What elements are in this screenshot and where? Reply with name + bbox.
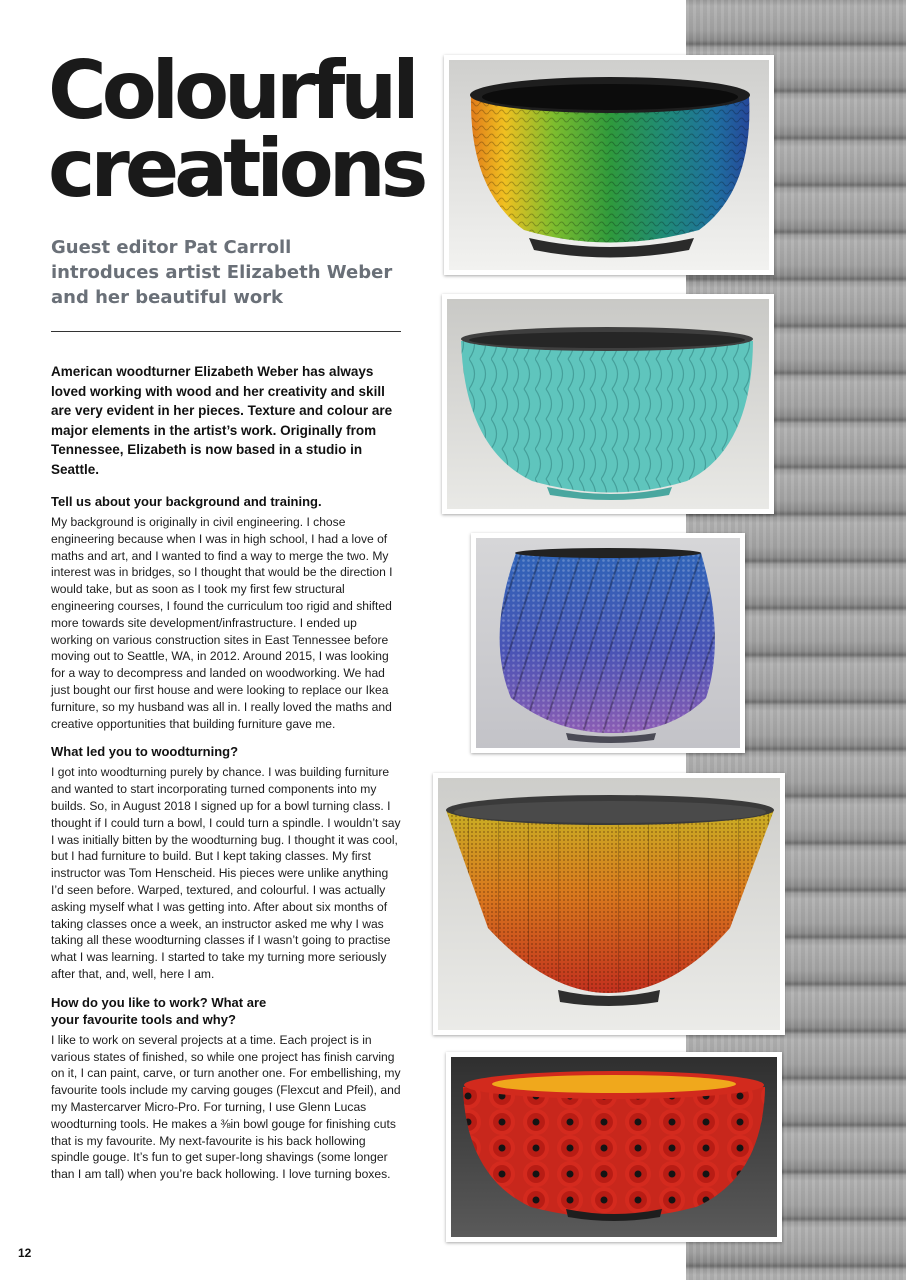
question-tools <box>51 994 401 1028</box>
photo-rainbow-bowl <box>444 55 774 275</box>
page-number: 12 <box>18 1246 32 1260</box>
intro-paragraph: American woodturner Elizabeth Weber has always loved working with wood and her creativity and skill are very evident in her pieces. Texture and colour are major elements in the artist’s work. Originally from Tennessee, Elizabeth is now based in a studio in Seattle. <box>51 364 393 477</box>
question-woodturning: What led you to woodturning? <box>51 744 239 760</box>
rainbow-bowl-image <box>449 60 769 270</box>
answer-tools: I like to work on several projects at a time. Each project is in various states of finished, so while one project has finish carving on it, I can paint, carve, or turn another one. For embellishing, my favourite tools include my carving gouges (Flexcut and Pfeil), and my Mastercarver Micro-Pro. For turning, I use Glenn Lucas woodturning tools. He makes a ⅜in bowl gouge for finishing cuts that is my favourite. My next-favourite is his back hollowing spindle gouge. It’s fun to get super-long shavings (some longer than I am tall) when you’re back hollowing. I love turning boxes. <box>51 1032 401 1182</box>
photo-blue-vessel <box>471 533 745 753</box>
subtitle-line-3: and her beautiful work <box>51 287 284 308</box>
photo-turquoise-bowl <box>442 294 774 514</box>
blue-vessel-image <box>476 538 740 748</box>
photo-poppy-bowl <box>446 1052 782 1242</box>
title-divider <box>51 331 401 332</box>
answer-woodturning: I got into woodturning purely by chance. I was building furniture and wanted to start incorporating turned components into my builds. So, in August 2018 I signed up for a bowl turning class. I thought if I could turn a bowl, I could turn a spindle. I wouldn’t say I was initially bitten by the woodturning bug. I thought it was cool, but I had furniture to build. But I kept taking classes. My first instructor was Tom Henscheid. His pieces were unlike anything I’d seen before. Warped, textured, and colourful. I was actually asking myself what I was getting into. After about six months of taking classes once a week, an instructor asked me why I was taking all these woodturning classes if I wasn’t going to practise what I was learning. I started to take my turning more seriously after that, and, well, here I am. <box>51 765 401 981</box>
question-background: Tell us about your background and training. <box>51 494 322 509</box>
article-title <box>48 44 424 215</box>
answer-background: My background is originally in civil engineering. I chose engineering because when I was in high school, I had a love of maths and art, and I wanted to find a way to merge the two. My interest was in bridges, so I thought that would be the direction I would take, but as soon as I took my first few structural engineering courses, I found the curriculum too rigid and shifted more towards site development/infrastructure. I ended up working on various construction sites in East Tennessee before moving out to Seattle, WA, in 2012. Around 2015, I was looking for a way to decompress and landed on woodworking. We had just bought our first house and were looking to replace our Ikea furniture, so my husband was all in. I really loved the maths and creative opportunities that building furniture gave me. <box>51 515 393 731</box>
question-tools-line-2: your favourite tools and why? <box>51 1011 236 1027</box>
subtitle-line-2: introduces artist Elizabeth Weber <box>51 262 393 283</box>
faceted-bowl-image <box>438 778 780 1030</box>
question-tools-line-1: How do you like to work? What are <box>51 994 267 1010</box>
photo-faceted-bowl <box>433 773 785 1035</box>
poppy-bowl-image <box>451 1057 777 1237</box>
turquoise-bowl-image <box>447 299 769 509</box>
article-body <box>51 362 401 1194</box>
article-subtitle <box>51 235 401 310</box>
title-line-2: creations <box>48 122 424 215</box>
title-line-1: Colourful <box>48 44 415 137</box>
subtitle-line-1: Guest editor Pat Carroll <box>51 237 292 258</box>
